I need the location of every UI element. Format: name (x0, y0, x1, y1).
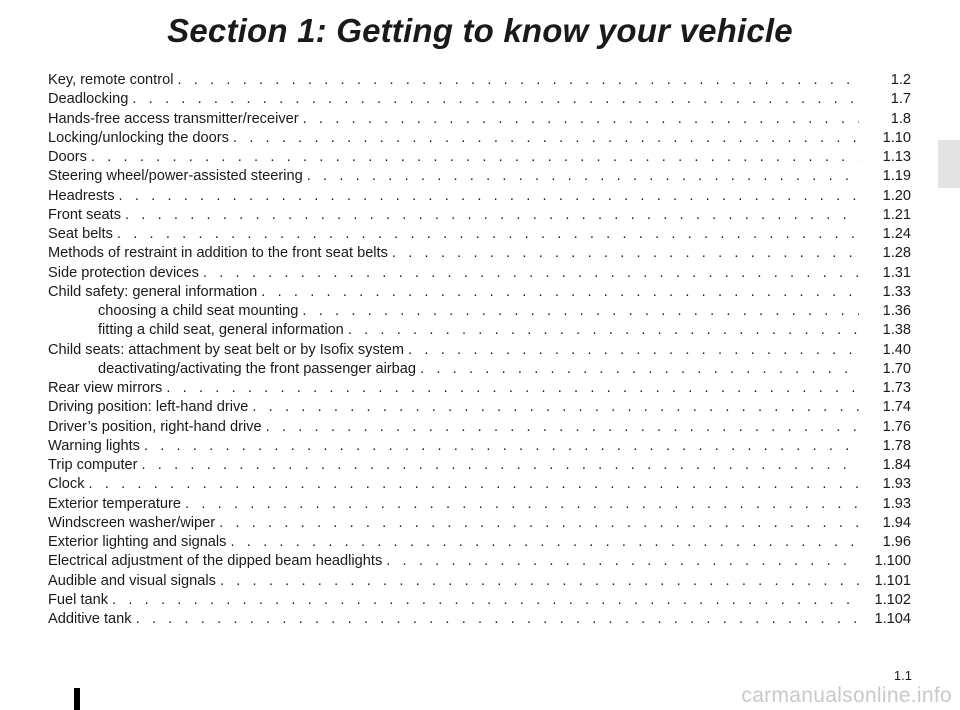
toc-entry[interactable] (48, 475, 911, 494)
toc-entry-label: Front seats (48, 206, 121, 223)
toc-entry-label: Deadlocking (48, 91, 129, 108)
toc-entry-page: 1.31 (882, 264, 911, 281)
toc-entry-page: 1.8 (890, 110, 911, 127)
toc-entry[interactable] (48, 225, 911, 244)
toc-entry[interactable] (48, 572, 911, 591)
toc-leader-dots (408, 341, 859, 360)
toc-entry-label: Audible and visual signals (48, 572, 216, 589)
toc-entry-page: 1.74 (882, 399, 911, 416)
toc-entry-label: deactivating/activating the front passenger airbag (98, 360, 417, 377)
toc-entry-page: 1.76 (882, 418, 911, 435)
toc-entry-page: 1.33 (882, 283, 911, 300)
toc-leader-dots (392, 244, 859, 263)
toc-entry-page: 1.36 (882, 303, 911, 319)
table-of-contents (48, 71, 911, 629)
toc-entry[interactable] (48, 398, 911, 417)
toc-leader-dots (112, 591, 859, 610)
toc-entry-label: Child seats: attachment by seat belt or by Isofix system (48, 341, 405, 358)
toc-entry[interactable] (48, 167, 911, 186)
toc-entry-page: 1.20 (882, 187, 911, 204)
toc-entry-page: 1.13 (882, 149, 911, 165)
toc-entry[interactable] (48, 552, 911, 571)
toc-entry[interactable] (48, 148, 911, 167)
toc-entry-label: Electrical adjustment of the dipped beam headlights (48, 553, 383, 570)
toc-entry-page: 1.24 (882, 226, 911, 242)
toc-leader-dots (266, 418, 859, 437)
toc-entry[interactable] (48, 321, 911, 340)
toc-entry-label: Doors (48, 149, 87, 165)
toc-entry-label: Seat belts (48, 226, 113, 242)
toc-entry-label: Driving position: left-hand drive (48, 399, 249, 416)
toc-entry-label: Methods of restraint in addition to the front seat belts (48, 245, 388, 262)
toc-entry-page: 1.84 (882, 457, 911, 473)
toc-entry-label: Locking/unlocking the doors (48, 129, 229, 146)
toc-entry-page: 1.19 (882, 168, 911, 185)
toc-entry-page: 1.100 (874, 553, 911, 570)
toc-entry-page: 1.28 (882, 245, 911, 262)
toc-entry-label: Hands-free access transmitter/receiver (48, 110, 299, 127)
toc-entry[interactable] (48, 495, 911, 514)
toc-entry-page: 1.70 (882, 360, 911, 377)
toc-entry[interactable] (48, 591, 911, 610)
toc-leader-dots (177, 71, 859, 90)
toc-entry[interactable] (48, 110, 911, 129)
section-tab-marker (938, 140, 960, 188)
toc-entry-page: 1.94 (882, 514, 911, 531)
toc-leader-dots (219, 514, 859, 533)
toc-leader-dots (386, 552, 859, 571)
toc-entry[interactable] (48, 206, 911, 225)
toc-entry[interactable] (48, 302, 911, 321)
toc-entry[interactable] (48, 341, 911, 360)
toc-leader-dots (233, 129, 859, 148)
toc-leader-dots (203, 264, 859, 283)
page-title: Section 1: Getting to know your vehicle (167, 12, 793, 49)
toc-entry-page: 1.101 (874, 572, 911, 589)
toc-leader-dots (185, 495, 859, 514)
toc-leader-dots (261, 283, 859, 302)
toc-entry-page: 1.102 (874, 591, 911, 608)
toc-leader-dots (302, 302, 859, 321)
watermark: carmanualsonline.info (741, 684, 952, 707)
toc-entry[interactable] (48, 244, 911, 263)
toc-entry-label: Child safety: general information (48, 283, 258, 300)
toc-leader-dots (303, 110, 859, 129)
toc-entry[interactable] (48, 456, 911, 475)
toc-entry-label: Rear view mirrors (48, 380, 163, 396)
toc-entry-label: Key, remote control (48, 72, 174, 88)
toc-entry[interactable] (48, 437, 911, 456)
toc-leader-dots (144, 437, 859, 456)
page-number: 1.1 (893, 668, 912, 683)
toc-leader-dots (141, 456, 859, 475)
toc-entry-label: Exterior lighting and signals (48, 534, 227, 550)
toc-leader-dots (119, 187, 859, 206)
toc-entry-label: Trip computer (48, 457, 138, 473)
toc-entry[interactable] (48, 533, 911, 552)
toc-entry-page: 1.104 (874, 611, 911, 627)
toc-leader-dots (348, 321, 859, 340)
toc-leader-dots (420, 360, 859, 379)
toc-entry-label: Additive tank (48, 611, 132, 627)
toc-entry[interactable] (48, 283, 911, 302)
toc-leader-dots (220, 572, 859, 591)
toc-entry-page: 1.96 (882, 534, 911, 550)
toc-entry-page: 1.73 (882, 380, 911, 396)
toc-entry[interactable] (48, 360, 911, 379)
toc-entry-label: Warning lights (48, 437, 140, 454)
toc-entry-page: 1.2 (890, 72, 911, 88)
toc-entry-label: Headrests (48, 187, 115, 204)
toc-entry[interactable] (48, 514, 911, 533)
toc-entry[interactable] (48, 90, 911, 109)
toc-entry[interactable] (48, 379, 911, 398)
toc-entry-label: Clock (48, 476, 85, 493)
toc-leader-dots (252, 398, 859, 417)
toc-entry[interactable] (48, 187, 911, 206)
toc-entry-page: 1.10 (882, 129, 911, 146)
toc-entry-page: 1.40 (882, 341, 911, 358)
toc-leader-dots (132, 90, 859, 109)
toc-entry[interactable] (48, 71, 911, 90)
toc-entry-page: 1.78 (882, 437, 911, 454)
toc-entry[interactable] (48, 264, 911, 283)
toc-leader-dots (89, 475, 860, 494)
toc-entry-label: Side protection devices (48, 264, 199, 281)
toc-entry-label: Steering wheel/power-assisted steering (48, 168, 303, 185)
toc-leader-dots (125, 206, 859, 225)
toc-leader-dots (230, 533, 859, 552)
toc-entry-label: Fuel tank (48, 591, 109, 608)
toc-entry-page: 1.38 (882, 322, 911, 339)
toc-entry[interactable] (48, 610, 911, 629)
toc-leader-dots (117, 225, 859, 244)
toc-leader-dots (307, 167, 859, 186)
toc-entry-label: choosing a child seat mounting (98, 303, 299, 319)
toc-entry-page: 1.21 (882, 206, 911, 223)
corner-mark (74, 688, 80, 710)
toc-entry-label: Driver’s position, right-hand drive (48, 418, 262, 435)
toc-entry[interactable] (48, 418, 911, 437)
toc-entry[interactable] (48, 129, 911, 148)
toc-entry-label: Windscreen washer/wiper (48, 514, 216, 531)
toc-entry-label: Exterior temperature (48, 495, 182, 512)
toc-leader-dots (136, 610, 859, 629)
toc-leader-dots (166, 379, 859, 398)
toc-entry-page: 1.7 (890, 91, 911, 108)
toc-entry-label: fitting a child seat, general information (98, 322, 344, 339)
toc-entry-page: 1.93 (882, 495, 911, 512)
toc-entry-page: 1.93 (882, 476, 911, 493)
toc-leader-dots (91, 148, 859, 167)
